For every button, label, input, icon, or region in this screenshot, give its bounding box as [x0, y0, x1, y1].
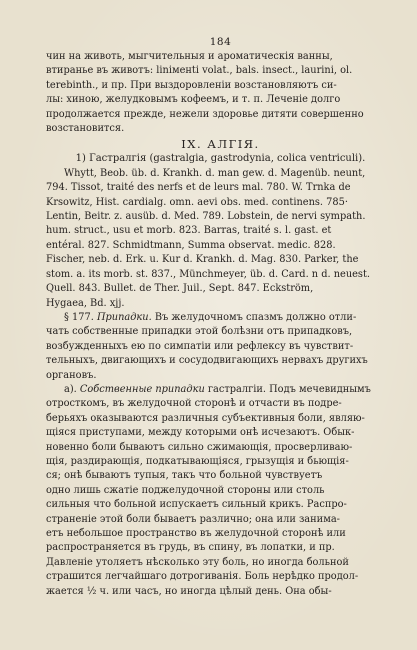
text-line: страненіе этой боли бываетъ различно; она или занима-: [46, 513, 340, 525]
section-number: § 177.: [64, 311, 94, 323]
paragraph-heading: Собственные припадки: [79, 383, 205, 395]
text-line: берьяхъ оказываются различныя субъективныя боли, являю-: [46, 412, 365, 424]
paragraph-first-line-text: гастралгіи. Подъ мечевиднымъ: [207, 383, 371, 395]
paragraph-first-line: [46, 383, 395, 397]
text-line: распространяется въ грудь, въ спину, въ лопатки, и пр.: [46, 542, 335, 554]
paragraph-heading: Припадки.: [96, 311, 152, 323]
reference-line: 794. Tissot, traité des nerfs et de leurs mal. 780. W. Trnka de: [46, 182, 351, 194]
reference-line: Lentin, Beitr. z. ausüb. d. Med. 789. Lobstein, de nervi sympath.: [46, 211, 366, 223]
section-title: 1) Гастралгія (gastralgia, gastrodynia, colica ventriculi).: [75, 153, 366, 165]
chapter-heading: IX. АЛГІЯ.: [181, 137, 260, 152]
reference-line: hum. struct., usu et morb. 823. Barras, traité s. l. gast. et: [46, 225, 332, 237]
text-line: етъ небольшое пространство въ желудочной сторонѣ или: [46, 528, 346, 539]
text-line: terebinth., и пр. При выздоровленіи возстановляютъ си-: [46, 79, 337, 91]
reference-line: Krsowitz, Hist. cardialg. omn. aevi obs. med. continens. 785·: [46, 196, 348, 208]
text-line: одно лишь сжатіе поджелудочной стороны или столь: [46, 484, 325, 496]
text-line: возстановится.: [46, 123, 125, 135]
text-line: жается ½ ч. или часъ, но иногда цѣлый день. Она обы-: [46, 585, 332, 597]
paragraph-first-line-text: Въ желудочномъ спазмъ должно отли-: [154, 311, 357, 323]
text-line: сильныя что больной испускаетъ сильный крикъ. Распро-: [46, 499, 347, 511]
text-line: втиранье въ животъ: liniменti volat., bals. inseсt., laurini, ol.: [46, 65, 353, 77]
reference-line: Quell. 843. Bullet. de Ther. Juil., Sept. 847. Eckström,: [46, 283, 314, 295]
reference-line: Hygaea, Bd. xjj.: [46, 297, 125, 309]
text-line: возбужденныхъ ею по симпатіи или рефлексу въ чувствит-: [46, 340, 354, 352]
reference-line: Fischer, neb. d. Erk. u. Kur d. Krankh. d. Mag. 830. Parker, the: [46, 254, 359, 266]
references-block: [46, 167, 395, 311]
text-line: щія, раздирающія, подкатывающіяся, грызущія и бьющія-: [46, 455, 349, 467]
text-line: лы: хиною, желудковымъ кофеемъ, и т. п. Леченіе долго: [46, 94, 341, 106]
text-line: щіяся приступами, между которыми онѣ исчезаютъ. Обык-: [46, 427, 355, 439]
subsection-label: а).: [64, 383, 77, 395]
text-line: тельныхъ, двигающихъ и сосудодвигающихъ нервахъ другихъ: [46, 355, 368, 367]
paragraph-first-line: [46, 311, 395, 325]
text-line: новенно боли бываютъ сильно сжимающія, просверливаю-: [46, 441, 353, 453]
text-line: продолжается прежде, нежели здоровье дитяти совершенно: [46, 108, 364, 120]
text-line: чин на животь, мыгчительныя и ароматическія ванны,: [46, 51, 333, 62]
reference-line: entéral. 827. Schmidtmann, Summa observat. medic. 828.: [46, 239, 336, 251]
text-line: органовъ.: [46, 369, 97, 381]
text-line: отросткомъ, въ желудочной сторонѣ и отчасти въ подре-: [46, 398, 342, 410]
text-line: Давленіе утоляетъ нѣсколько эту боль, но иногда больной: [46, 556, 349, 568]
page-number: 184: [209, 36, 232, 48]
paragraph-a: [46, 383, 395, 599]
paragraph-177: [46, 311, 395, 383]
text-line: чать собственные припадки этой болѣзни отъ припадковъ,: [46, 326, 353, 338]
text-line: ся; онѣ бываютъ тупыя, такъ что больной чувствуетъ: [46, 470, 323, 482]
reference-line: stom. a. its morb. st. 837., Münchmeyer, üb. d. Card. n d. neuest.: [46, 268, 371, 280]
reference-line: Whytt, Beob. üb. d. Krankh. d. man gew. d. Magenüb. neunt,: [64, 167, 366, 179]
text-line: страшится легчайшаго дотрогиванія. Боль нерѣдко продол-: [46, 571, 359, 583]
top-paragraph: [46, 50, 395, 136]
